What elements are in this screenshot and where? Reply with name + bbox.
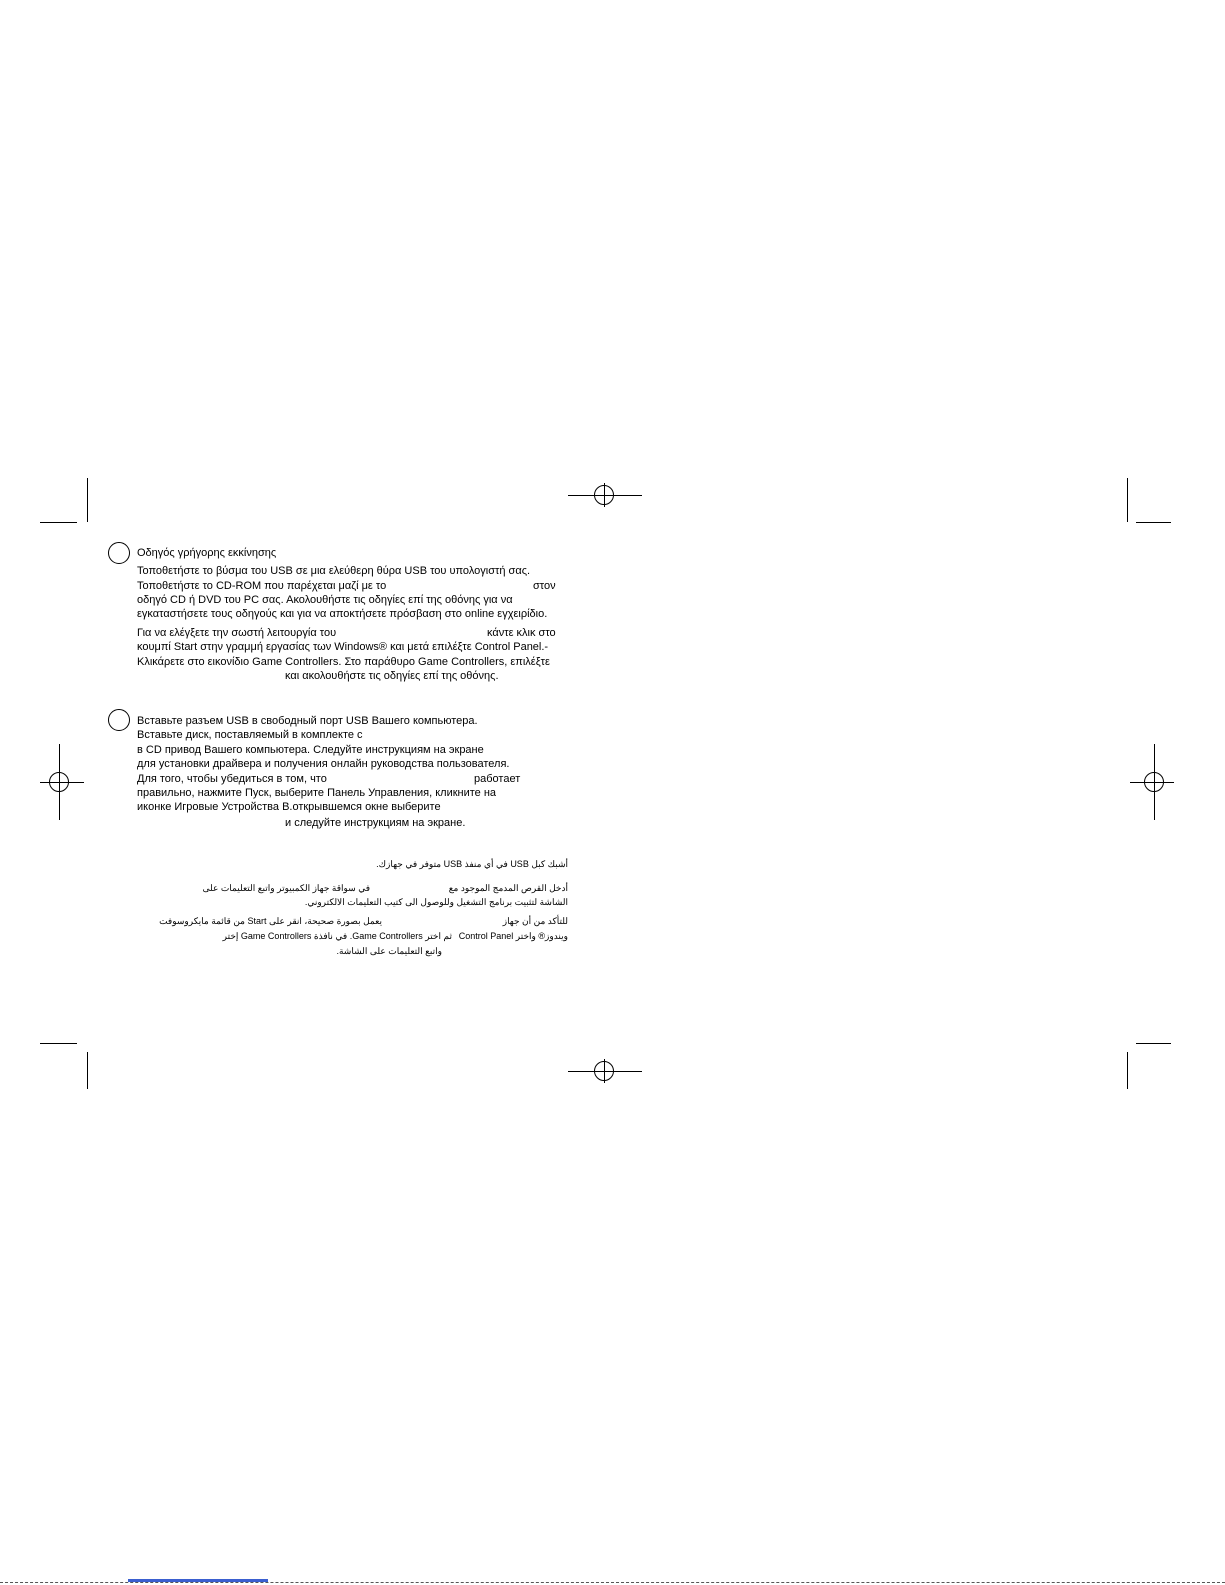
page-bottom-marker: [128, 1579, 268, 1582]
crop-mark-bottom-left-vertical: [87, 1052, 88, 1089]
greek-line-3: οδηγό CD ή DVD του PC σας. Ακολουθήστε τις οδηγίες επί της οθόνης για να: [137, 594, 513, 606]
crop-mark-bottom-left-horizontal: [40, 1043, 77, 1044]
crop-mark-top-left-vertical: [87, 478, 88, 522]
russian-line-4: для установки драйвера и получения онлайн руководства пользователя.: [137, 758, 510, 770]
arabic-line-3: الشاشة لتثبيت برنامج التشغيل وللوصول الى كتيب التعليمات الالكتروني.: [304, 897, 568, 907]
greek-line-5-end: κάντε κλικ στο: [487, 627, 556, 639]
russian-line-1: Вставьте разъем USB в свободный порт USB Вашего компьютера.: [137, 715, 478, 727]
arabic-line-5-mid: ثم اختر Game Controllers. في نافذة Game Controllers إختر: [222, 931, 452, 941]
greek-line-7: Κλικάρετε στο εικονίδιο Game Controllers. Στο παράθυρο Game Controllers, επιλέξτε: [137, 656, 550, 668]
arabic-line-2-mid: في سواقة جهاز الكمبيوتر واتبع التعليمات على: [202, 883, 370, 893]
russian-line-2: Вставьте диск, поставляемый в комплекте с: [137, 729, 363, 741]
page-bottom-dashed-line: [0, 1582, 1225, 1584]
arabic-line-1: أشبك كبل USB في أي منفذ USB متوفر في جهازك.: [376, 859, 568, 869]
russian-line-5-end: работает: [474, 773, 521, 785]
greek-line-2: Τοποθετήστε το CD-ROM που παρέχεται μαζί με το: [137, 580, 387, 592]
greek-line-4: εγκαταστήσετε τους οδηγούς και για να αποκτήσετε πρόσβαση στο online εγχειρίδιο.: [137, 608, 548, 620]
crop-mark-bottom-right-horizontal: [1136, 1043, 1171, 1044]
russian-line-8: и следуйте инструкциям на экране.: [285, 817, 466, 829]
crop-mark-top-right-vertical: [1127, 478, 1128, 522]
crop-mark-top-right-horizontal: [1136, 522, 1171, 523]
greek-line-6: κουμπί Start στην γραμμή εργασίας των Windows® και μετά επιλέξτε Control Panel.-: [137, 641, 549, 653]
arabic-line-5-right: ويندوز® واختر Control Panel: [458, 931, 568, 941]
greek-section-circle: [108, 542, 130, 564]
arabic-line-4-mid: يعمل بصورة صحيحة، انقر على Start من قائمة مايكروسوفت: [159, 916, 382, 926]
russian-section-circle: [108, 709, 130, 731]
greek-line-2-end: στον: [533, 580, 556, 592]
crop-mark-top-left-horizontal: [40, 522, 77, 523]
russian-line-7: иконке Игровые Устройства В.открывшемся окне выберите: [137, 801, 441, 813]
russian-line-6: правильно, нажмите Пуск, выберите Панель Управления, кликните на: [137, 787, 497, 799]
crop-mark-bottom-right-vertical: [1127, 1052, 1128, 1089]
russian-line-5: Для того, чтобы убедиться в том, что: [137, 773, 327, 785]
arabic-line-2-right: أدخل القرص المدمج الموجود مع: [448, 883, 568, 893]
greek-heading: Οδηγός γρήγορης εκκίνησης: [137, 547, 277, 559]
arabic-line-6: واتبع التعليمات على الشاشة.: [336, 946, 442, 956]
russian-line-3: в CD привод Вашего компьютера. Следуйте инструкциям на экране: [137, 744, 484, 756]
arabic-line-4-right: للتأكد من أن جهاز: [502, 916, 568, 926]
greek-line-1: Τοποθετήστε το βύσμα του USB σε μια ελεύθερη θύρα USB του υπολογιστή σας.: [137, 565, 531, 577]
greek-line-8: και ακολουθήστε τις οδηγίες επί της οθόνης.: [285, 670, 499, 682]
greek-line-5: Για να ελέγξετε την σωστή λειτουργία του: [137, 627, 337, 639]
